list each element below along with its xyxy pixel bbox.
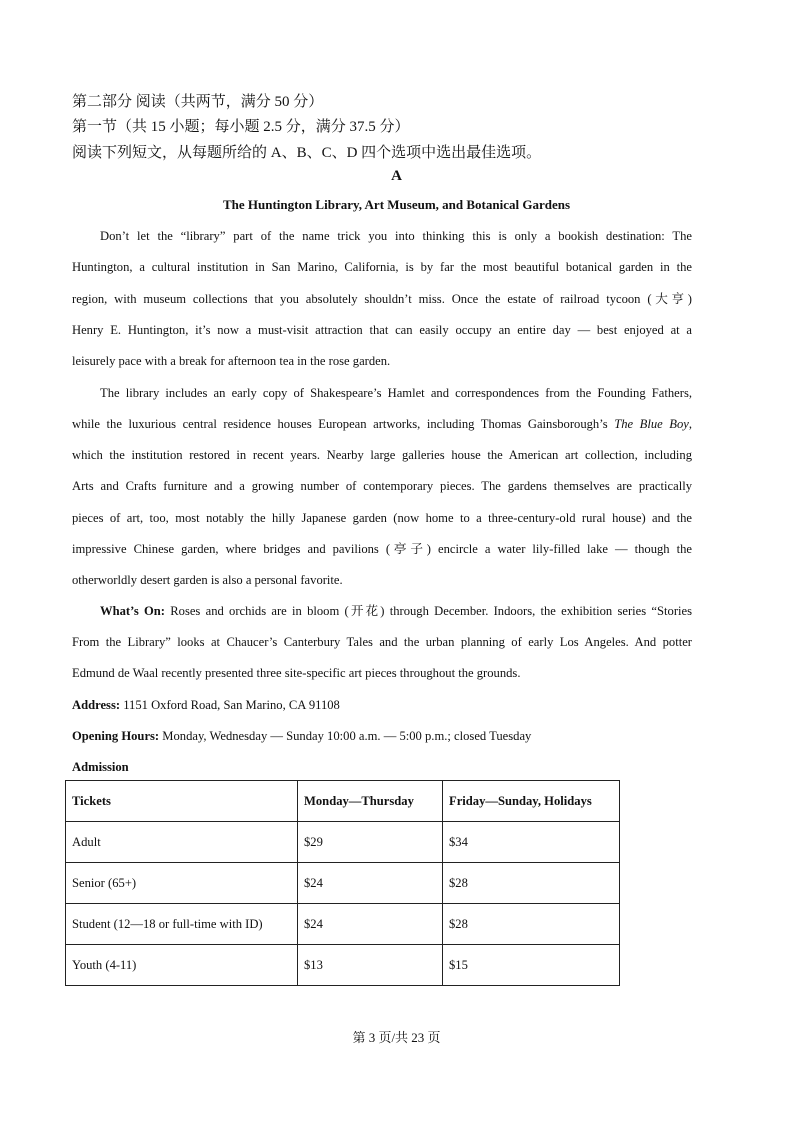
hours-line: Opening Hours: Monday, Wednesday — Sunday 10:00 a.m. — 5:00 p.m.; closed Tuesday bbox=[72, 729, 532, 743]
table-row bbox=[66, 822, 620, 863]
table-cell: Youth (4-11) bbox=[66, 945, 298, 986]
table-cell: Adult bbox=[66, 822, 298, 863]
whats-on-line: From the Library” looks at Chaucer’s Canterbury Tales and the urban planning of early Los Angeles. And potter bbox=[72, 635, 692, 649]
instructions: 阅读下列短文，从每题所给的 A、B、C、D 四个选项中选出最佳选项。 bbox=[72, 145, 542, 161]
table-header: Tickets bbox=[66, 781, 298, 822]
para2-line: pieces of art, too, most notably the hilly Japanese garden (now home to a three-century-old rural house) and the bbox=[72, 511, 692, 525]
whats-on-line: Edmund de Waal recently presented three site-specific art pieces throughout the grounds. bbox=[72, 666, 521, 680]
table-cell: Student (12—18 or full-time with ID) bbox=[66, 904, 298, 945]
para1-line: Henry E. Huntington, it’s now a must-visit attraction that can easily occupy an entire day — best enjoyed at a bbox=[72, 323, 692, 337]
table-cell: $24 bbox=[298, 904, 443, 945]
admission-label: Admission bbox=[72, 760, 129, 774]
para1-line: region, with museum collections that you absolutely shouldn’t miss. Once the estate of railroad tycoon (大亨) bbox=[72, 292, 692, 306]
table-cell: $13 bbox=[298, 945, 443, 986]
para2-line: otherworldly desert garden is also a personal favorite. bbox=[72, 573, 343, 587]
page-footer: 第 3 页/共 23 页 bbox=[352, 1030, 441, 1045]
admission-table bbox=[65, 780, 620, 986]
table-cell: $24 bbox=[298, 863, 443, 904]
table-header: Friday—Sunday, Holidays bbox=[443, 781, 620, 822]
para2-line: Arts and Crafts furniture and a growing number of contemporary pieces. The gardens themselves are practically bbox=[72, 479, 692, 493]
table-row bbox=[66, 904, 620, 945]
passage-title: The Huntington Library, Art Museum, and Botanical Gardens bbox=[222, 197, 571, 212]
para2-line: which the institution restored in recent years. Nearby large galleries house the American art collection, including bbox=[72, 448, 692, 462]
para2-line: The library includes an early copy of Shakespeare’s Hamlet and correspondences from the Founding Fathers, bbox=[100, 386, 692, 400]
table-cell: $15 bbox=[443, 945, 620, 986]
table-header-row bbox=[66, 781, 620, 822]
para1-line: leisurely pace with a break for afternoon tea in the rose garden. bbox=[72, 354, 391, 368]
table-cell: Senior (65+) bbox=[66, 863, 298, 904]
table-header: Monday—Thursday bbox=[298, 781, 443, 822]
table-cell: $34 bbox=[443, 822, 620, 863]
address-line: Address: 1151 Oxford Road, San Marino, CA 91108 bbox=[72, 698, 340, 712]
section-heading: 第一节（共 15 小题；每小题 2.5 分，满分 37.5 分） bbox=[72, 119, 410, 135]
para2-line: impressive Chinese garden, where bridges and pavilions (亭子) encircle a water lily-filled lake — though the bbox=[72, 542, 692, 556]
whats-on-line: What’s On: Roses and orchids are in bloom (开花) through December. Indoors, the exhibition series “Stories bbox=[100, 604, 692, 618]
para1-line: Don’t let the “library” part of the name trick you into thinking this is only a bookish destination: The bbox=[100, 229, 692, 243]
passage-letter: A bbox=[391, 168, 402, 184]
table-cell: $28 bbox=[443, 863, 620, 904]
table-row bbox=[66, 945, 620, 986]
part-heading: 第二部分 阅读（共两节，满分 50 分） bbox=[72, 94, 324, 110]
para1-line: Huntington, a cultural institution in San Marino, California, is by far the most beautiful botanical garden in the bbox=[72, 260, 692, 274]
artwork-title: The Blue Boy bbox=[614, 417, 689, 431]
para2-line: while the luxurious central residence houses European artworks, including Thomas Gainsborough’s The Blue Boy, bbox=[72, 417, 692, 431]
table-cell: $28 bbox=[443, 904, 620, 945]
table-row bbox=[66, 863, 620, 904]
table-cell: $29 bbox=[298, 822, 443, 863]
